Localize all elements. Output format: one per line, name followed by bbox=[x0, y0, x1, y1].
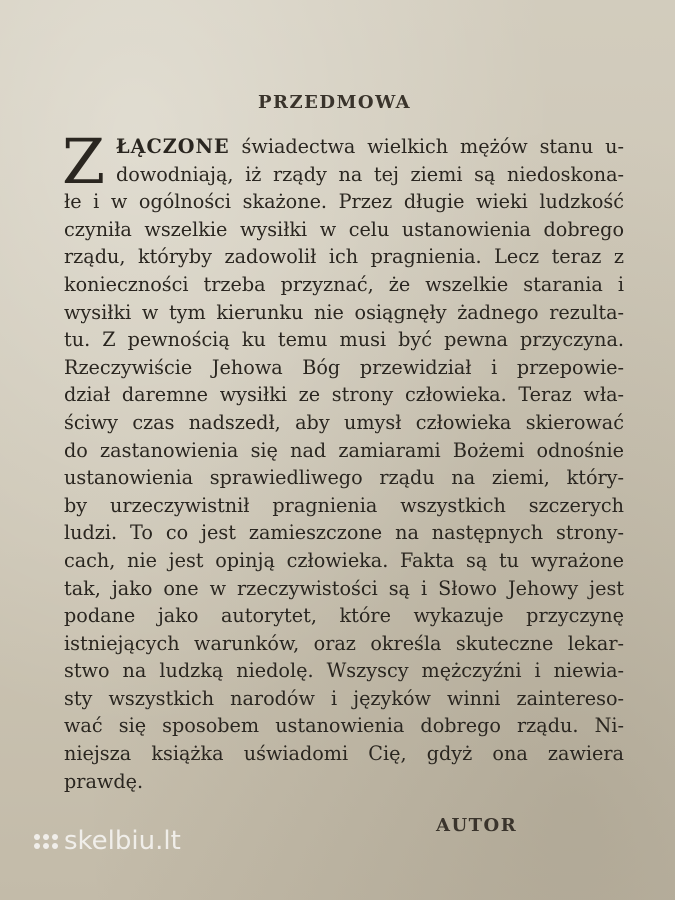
first-word: ŁĄCZONE bbox=[116, 135, 230, 158]
text-line: czyniła wszelkie wysiłki w celu ustanowienia dobrego bbox=[64, 217, 624, 241]
text-line: łe i w ogólności skażone. Przez długie wieki ludzkość bbox=[64, 190, 624, 214]
text-line: tu. Z pewnością ku temu musi być pewna przyczyna. bbox=[64, 328, 624, 352]
text-line: tak, jako one w rzeczywistości są i Słowo Jehowy jest bbox=[64, 576, 624, 600]
text-line: podane jako autorytet, które wykazuje przyczynę bbox=[64, 604, 624, 628]
text-line: cach, nie jest opinją człowieka. Fakta są tu wyrażone bbox=[64, 548, 624, 572]
watermark-text: skelbiu.lt bbox=[64, 826, 181, 856]
site-watermark bbox=[34, 826, 181, 856]
text-line: dział daremne wysiłki ze strony człowieka. Teraz wła- bbox=[64, 383, 624, 407]
watermark-logo-icon bbox=[34, 834, 58, 849]
text-line-content: świadectwa wielkich mężów stanu u- bbox=[229, 135, 624, 158]
text-line: istniejących warunków, oraz określa skuteczne lekar- bbox=[64, 631, 624, 655]
text-line-last: prawdę. bbox=[64, 769, 144, 793]
drop-cap: Z bbox=[62, 125, 106, 198]
page-heading: PRZEDMOWA bbox=[258, 92, 412, 113]
text-line: by urzeczywistnił pragnienia wszystkich szczerych bbox=[64, 493, 624, 517]
text-line: rządu, któryby zadowolił ich pragnienia. Lecz teraz z bbox=[64, 245, 624, 269]
text-line: dowodniają, iż rządy na tej ziemi są niedoskona- bbox=[116, 162, 624, 186]
text-line: ludzi. To co jest zamieszczone na następnych strony- bbox=[64, 521, 624, 545]
text-line: Rzeczywiście Jehowa Bóg przewidział i przepowie- bbox=[64, 355, 624, 379]
text-line: niejsza książka uświadomi Cię, gdyż ona zawiera bbox=[64, 742, 624, 766]
text-line: stwo na ludzką niedolę. Wszyscy mężczyźni i niewia- bbox=[64, 659, 624, 683]
preface-body bbox=[62, 125, 624, 795]
text-line: wysiłki w tym kierunku nie osiągnęły żadnego rezulta- bbox=[64, 300, 624, 324]
text-line: sty wszystkich narodów i języków winni zaintereso- bbox=[64, 686, 624, 710]
text-line bbox=[64, 133, 624, 161]
text-line: ściwy czas nadszedł, aby umysł człowieka skierować bbox=[64, 410, 624, 434]
text-line: do zastanowienia się nad zamiarami Bożemi odnośnie bbox=[64, 438, 624, 462]
text-line: ustanowienia sprawiedliwego rządu na ziemi, który- bbox=[64, 466, 624, 490]
text-line: konieczności trzeba przyznać, że wszelkie starania i bbox=[64, 272, 624, 296]
text-line: wać się sposobem ustanowienia dobrego rządu. Ni- bbox=[64, 714, 624, 738]
author-signature: AUTOR bbox=[436, 815, 518, 836]
